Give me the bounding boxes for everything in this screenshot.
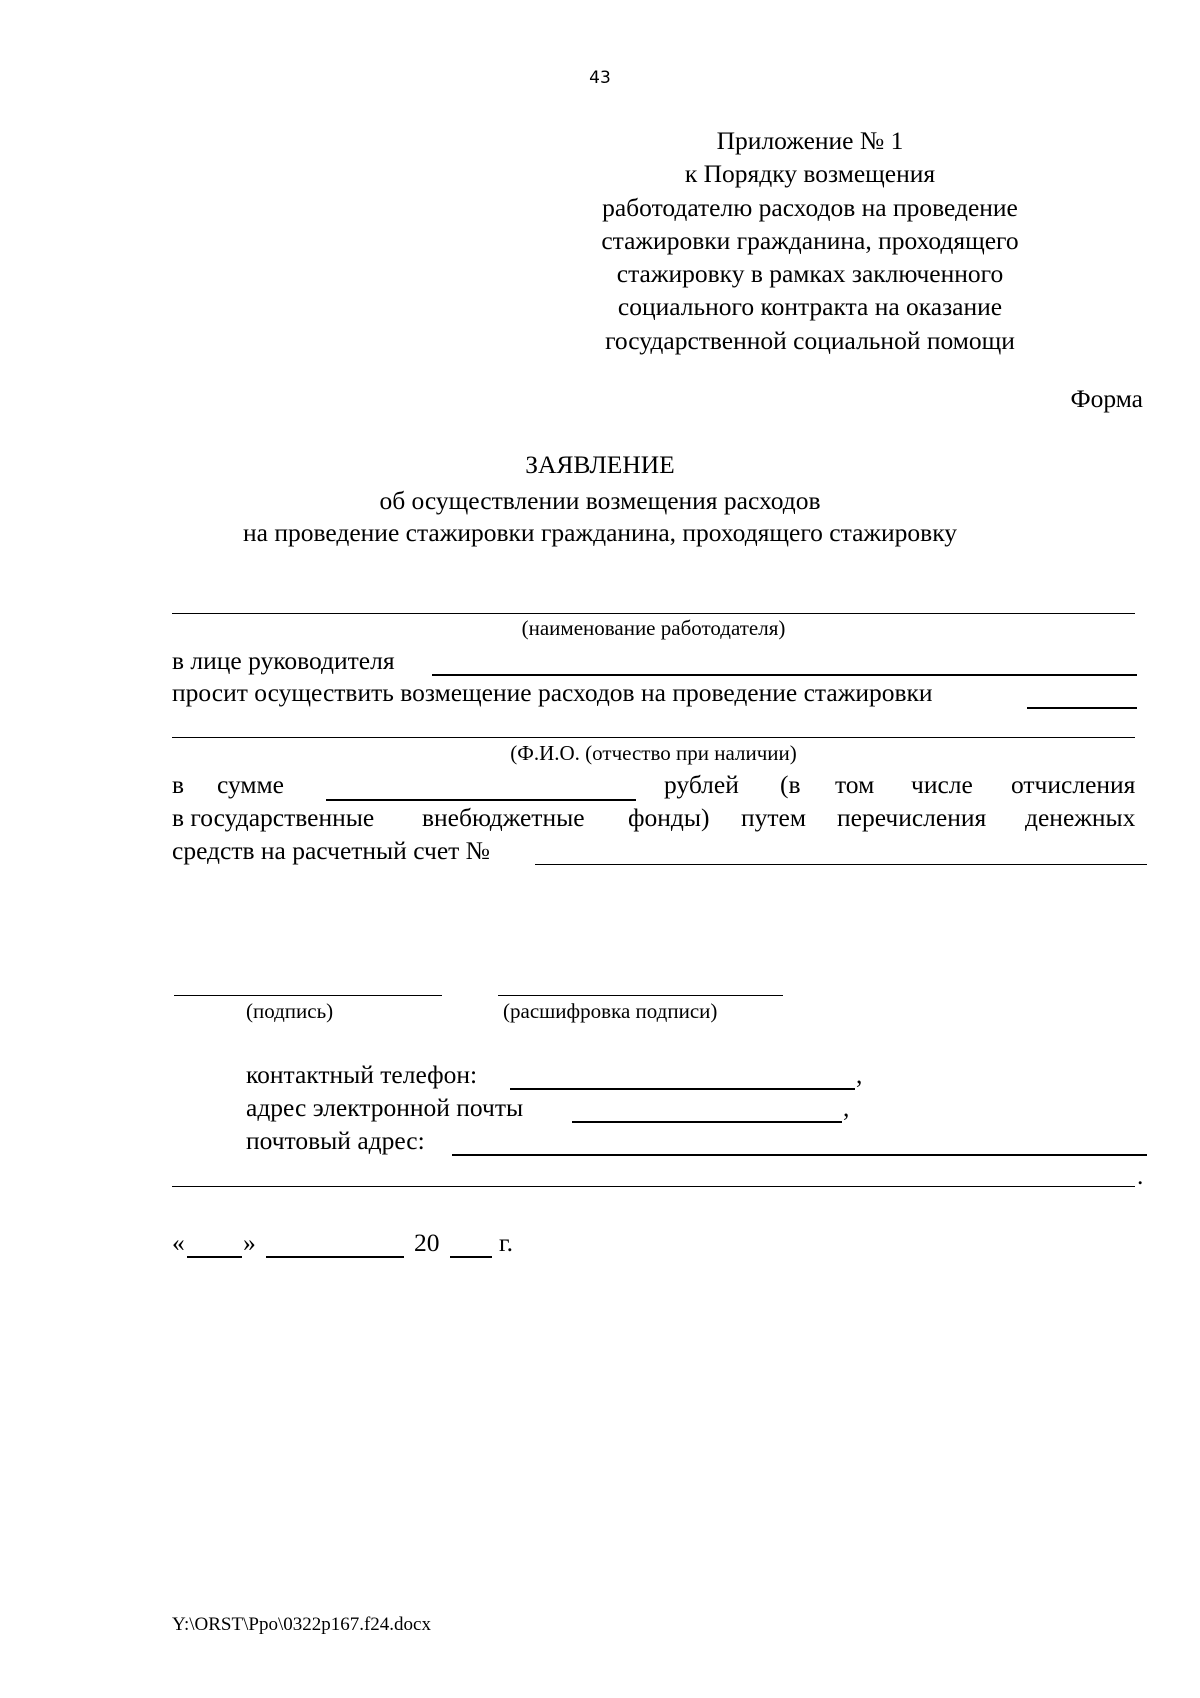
head-name-field[interactable] [432,674,1137,676]
appendix-line: стажировку в рамках заключенного [616,259,1004,289]
funds-word: фонды) [628,803,710,832]
funds-word: перечисления [837,803,987,832]
appendix-line: работодателю расходов на проведение [602,192,1018,222]
email-field[interactable] [572,1121,842,1123]
phone-label: контактный телефон: [246,1060,478,1089]
page-number: 43 [589,68,611,88]
intern-name-field[interactable] [172,737,1135,738]
date-day-field[interactable] [187,1256,242,1258]
funds-word: денежных [1025,803,1136,832]
postal-address-field[interactable] [452,1154,1147,1156]
sum-word: том [835,770,875,799]
appendix-line: Приложение № 1 [716,126,904,155]
date-year-suffix: г. [499,1228,513,1257]
date-open-quote: « [172,1228,185,1257]
postal-period: . [1137,1161,1144,1190]
funds-word: внебюджетные [422,803,585,832]
email-label: адрес электронной почты [246,1093,524,1122]
request-text: просит осуществить возмещение расходов на проведение стажировки [172,678,933,707]
sum-word: рублей [664,770,739,799]
intern-name-field-start[interactable] [1027,707,1137,709]
date-close-quote: » [243,1228,256,1257]
date-year-prefix: 20 [414,1228,440,1257]
signature-decode-field[interactable] [498,995,783,996]
appendix-line: государственной социальной помощи [605,325,1015,355]
appendix-line: к Порядку возмещения [684,159,936,189]
amount-field[interactable] [326,799,636,801]
signature-decode-caption: (расшифровка подписи) [503,999,718,1023]
title-line-3: на проведение стажировки гражданина, проходящего стажировку [243,518,957,547]
fio-caption: (Ф.И.О. (отчество при наличии) [510,741,797,765]
sum-word: (в [780,770,801,799]
date-month-field[interactable] [266,1256,404,1258]
employer-caption: (наименование работодателя) [521,616,786,640]
date-year-field[interactable] [450,1256,492,1258]
sum-word: в [172,770,185,799]
appendix-block [560,124,1060,357]
phone-comma: , [856,1060,863,1089]
postal-address-field-continued[interactable] [172,1186,1135,1187]
form-label: Форма [1070,384,1143,413]
account-number-field[interactable] [535,864,1147,865]
employer-name-field[interactable] [172,613,1135,614]
postal-label: почтовый адрес: [246,1126,425,1155]
document-title: ЗАЯВЛЕНИЕ [525,450,675,479]
account-label: средств на расчетный счет № [172,836,491,865]
appendix-line: стажировки гражданина, проходящего [601,225,1019,255]
signature-caption: (подпись) [246,999,334,1023]
funds-word: путем [741,803,806,832]
funds-word: в государственные [172,803,375,832]
footer-file-path: Y:\ORST\Ppo\0322p167.f24.docx [172,1614,431,1635]
head-label: в лице руководителя [172,646,395,675]
email-comma: , [843,1093,850,1122]
sum-word: сумме [217,770,284,799]
phone-field[interactable] [510,1088,855,1090]
appendix-line: социального контракта на оказание [617,292,1003,322]
sum-word: числе [911,770,973,799]
signature-field[interactable] [174,995,442,996]
sum-word: отчисления [1011,770,1136,799]
title-line-2: об осуществлении возмещения расходов [379,486,821,515]
